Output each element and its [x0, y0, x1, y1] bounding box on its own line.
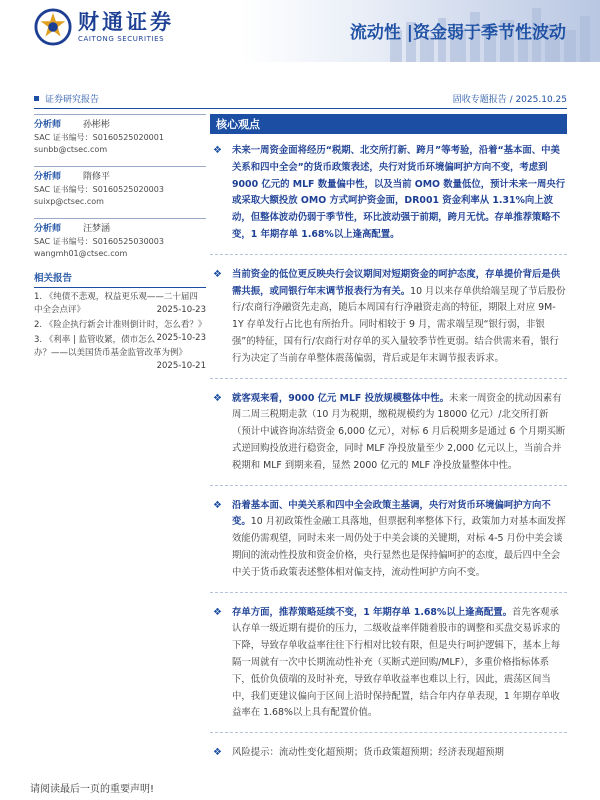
key-point-text: 10 月初政策性金融工具落地，但票据利率整体下行，政策加力对基本面发挥效能仍需观望，同时未来一周仍处于中美会谈的关键期，对标 4-5 月份中美会谈期间的流动性投放和资金价格，央行显然也是保持偏呵护的态度，最后四中全会中关于货币政策表述整体相对偏支持，流动性呵护方向不变。 [232, 516, 566, 578]
report-header [0, 0, 600, 62]
key-point-lead: 当前资金的低位更反映央行会议期间对短期资金的呵护态度，存单提价背后是供需共振，或同银行年末调节报表行为有关。 [232, 268, 561, 297]
analyst-name: 隋修平 [83, 172, 111, 182]
key-point-text: 未来一周资金的扰动因素有周二周三税期走款（10 月为税期，缴税规模约为 18000 亿元）/北交所打新（预计中诚咨询冻结资金 6,000 亿元），对标 6 月后税期多是通过 6 个月期买断式逆回购投放进行稳资金，同时 MLF 净投放量至少 2,000 亿元以上，当前合并税期和 MLF 到期来看，显然 2000 亿元的 MLF 净投放量整体中性。 [232, 392, 566, 471]
key-point [210, 267, 567, 368]
analyst-role: 分析师 [34, 172, 62, 182]
section-divider [210, 592, 567, 593]
analyst-role: 分析师 [34, 224, 62, 234]
key-point-lead: 存单方面，推荐策略延续不变，1 年期存单 1.68%以上逢高配置。 [232, 606, 512, 618]
risk-warning [210, 745, 567, 762]
core-views-header [210, 114, 567, 134]
diamond-bullet-icon: ❖ [213, 747, 222, 759]
report-title: 流动性 |资金弱于季节性波动 [349, 23, 566, 43]
key-point [210, 391, 567, 475]
analyst-card [34, 166, 206, 208]
analyst-name: 汪梦涵 [83, 224, 111, 234]
square-bullet-icon [34, 96, 39, 101]
related-report-date: 2025-10-23 [156, 333, 206, 343]
section-divider [210, 485, 567, 486]
analyst-email[interactable]: wangmh01@ctsec.com [34, 249, 128, 258]
sidebar [34, 114, 206, 373]
related-report-date: 2025-10-23 [156, 305, 206, 315]
company-logo [34, 8, 174, 46]
risk-warning-text: 风险提示：流动性变化超预期；货币政策超预期；经济表现超预期 [232, 747, 504, 759]
related-report-date: 2025-10-21 [156, 361, 206, 371]
key-point-text: 10 月以来存单供给端呈现了节后股份行/农商行净融资先走高，随后本周国有行净融资走高的特征，期限上对应 9M-1Y 存单发行占比也有所抬升。同时相较于 9 月，需求端呈现“银行弱，非银强”的特征，国有行/农商行对存单的买入量较季节性更弱。结合供需来看，银行行为决定了当前存单整体震荡偏弱，背后或是年末调节报表诉求。 [232, 285, 566, 364]
key-point-text: 未来一周资金面将经历“税期、北交所打新、跨月”等考验，沿着“基本面、中美关系和四中全会”的货币政策表述，央行对货币环境偏呵护方向不变，考虑到 9000 亿元的 MLF 数量偏中性，以及当前 OMO 数量低位，预计未来一周央行或采取大额投放 OMO 方式呵护资金面，DR001 资金利率从 1.31%向上波动，但整体波动仍弱于季节性，环比波动强于前期，跨月无忧。存单推荐策略不变，1 年期存单 1.68%以上逢高配置。 [232, 145, 566, 240]
key-point-lead: 沿着基本面、中美关系和四中全会政策主基调，央行对货币环境偏呵护方向不变。 [232, 499, 551, 528]
key-point [210, 143, 567, 244]
analyst-email[interactable]: sunbb@ctsec.com [34, 145, 108, 154]
key-point-lead: 就客观来看，9000 亿元 MLF 投放规模整体中性。 [232, 392, 449, 404]
related-reports-title: 相关报告 [34, 270, 206, 288]
analyst-cert: SAC 证书编号：S0160525020001 [34, 133, 164, 142]
diamond-bullet-icon: ❖ [213, 499, 222, 511]
related-report-link[interactable] [34, 291, 206, 317]
related-report-text: 2. 《险企执行新会计准则倒计时，怎么看？》 [34, 320, 207, 330]
diamond-bullet-icon: ❖ [213, 392, 222, 404]
diamond-bullet-icon: ❖ [213, 268, 222, 280]
analyst-cert: SAC 证书编号：S0160525030003 [34, 237, 164, 246]
section-divider [210, 254, 567, 255]
diamond-bullet-icon: ❖ [213, 145, 222, 156]
report-type-label: 证券研究报告 [45, 95, 100, 105]
key-point [210, 498, 567, 582]
section-divider [210, 378, 567, 379]
analyst-card [34, 218, 206, 260]
analyst-cert: SAC 证书编号：S0160525020003 [34, 185, 164, 194]
core-views-title: 核心观点 [216, 118, 260, 131]
analyst-card [34, 114, 206, 156]
related-report-link[interactable] [34, 319, 207, 343]
diamond-bullet-icon: ❖ [213, 606, 222, 618]
logo-chinese-name: 财通证券 [78, 10, 174, 34]
meta-bar [34, 92, 567, 106]
analyst-email[interactable]: suixp@ctsec.com [34, 197, 104, 206]
related-report-text: 3. 《利率 | 监管收紧，债市怎么办？——以美国货币基金监管改革为例》 [34, 335, 188, 358]
report-type [34, 92, 99, 105]
related-report-text: 1. 《纯债不悲观，权益更乐观——二十届四中全会点评》 [34, 292, 198, 315]
analyst-name: 孙彬彬 [83, 120, 111, 130]
logo-icon [34, 8, 72, 46]
key-point-text: 首先客观承认存单一级近期有提价的压力，二级收益率伴随着股市的调整和买盘交易诉求的下降，导致存单收益率往往下行相对比较有限，但是央行呵护逻辑下，基本上每隔一周就有一次中长期流动性补充（买断式逆回购/MLF），多重价格指标体系下，低价负债端的及时补充，导致存单收益率也难以上行，因此，震荡区间当中，我们更建议偏向于区间上沿时保持配置，结合年内存单表现，1 年期存单收益率在 1.68%以上具有配置价值。 [232, 606, 561, 719]
report-category-date: 固收专题报告 / 2025.10.25 [452, 95, 567, 105]
disclaimer-note: 请阅读最后一页的重要声明! [30, 784, 155, 795]
header-divider [34, 108, 567, 109]
related-reports-list [34, 291, 207, 371]
key-point [210, 605, 567, 723]
section-divider [210, 732, 567, 733]
analyst-role: 分析师 [34, 120, 62, 130]
core-views-body [210, 143, 567, 762]
logo-english-name: CAITONG SECURITIES [78, 35, 165, 43]
